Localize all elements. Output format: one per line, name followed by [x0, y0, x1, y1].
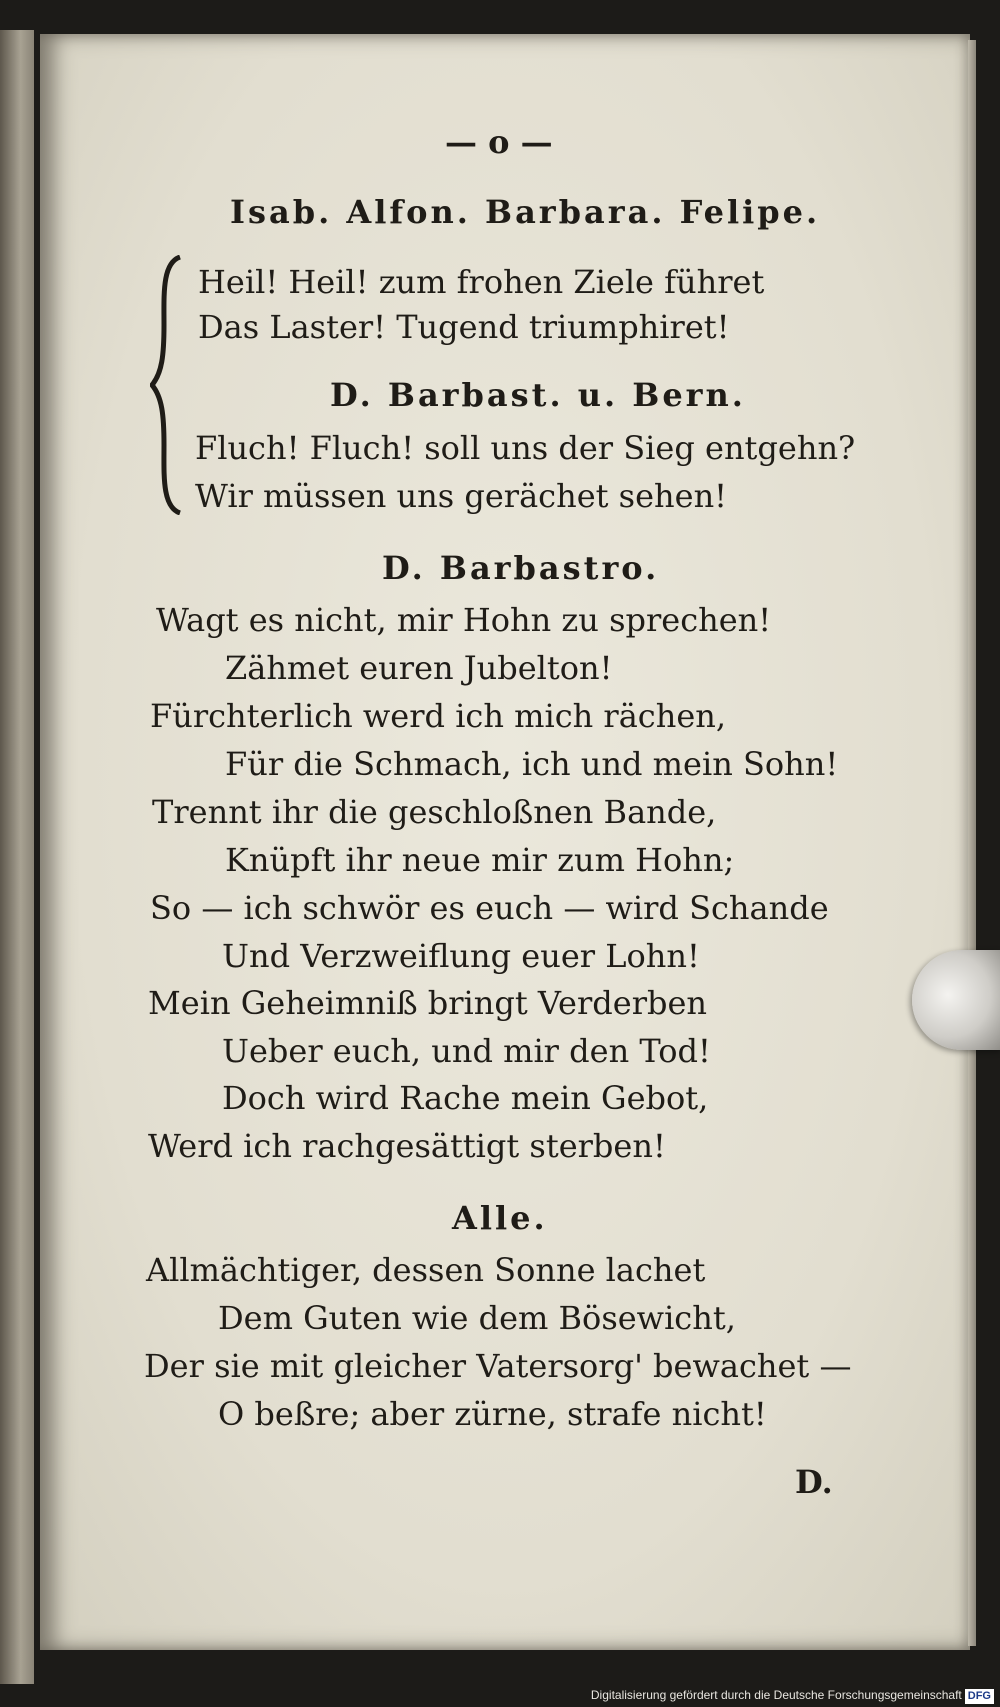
verse-line: Dem Guten wie dem Bösewicht, — [218, 1299, 736, 1337]
verse-line: Heil! Heil! zum frohen Ziele führet — [198, 263, 765, 301]
verse-line: Wagt es nicht, mir Hohn zu sprechen! — [156, 601, 772, 639]
verse-line: Allmächtiger, dessen Sonne lachet — [146, 1251, 706, 1289]
verse-line: Doch wird Rache mein Gebot, — [222, 1079, 709, 1117]
verse-line: So — ich schwör es euch — wird Schande — [150, 889, 829, 927]
verse-line: Mein Geheimniß bringt Verderben — [148, 984, 708, 1022]
verse-line: Der sie mit gleicher Vatersorg' bewachet — — [144, 1347, 852, 1385]
digitization-credit — [0, 1684, 1000, 1707]
brace-icon — [150, 255, 186, 515]
page-header: — o — — [445, 123, 553, 161]
verse-line: Für die Schmach, ich und mein Sohn! — [225, 745, 839, 783]
page-right-edge — [968, 40, 976, 1646]
verse-line: Knüpft ihr neue mir zum Hohn; — [225, 841, 735, 879]
verse-line: Werd ich rachgesättigt sterben! — [148, 1127, 666, 1165]
speaker-heading: Isab. Alfon. Barbara. Felipe. — [230, 193, 821, 231]
verse-line: Zähmet euren Jubelton! — [225, 649, 613, 687]
speaker-heading: D. Barbastro. — [382, 549, 660, 587]
previous-page-edge — [0, 30, 34, 1690]
speaker-heading: D. Barbast. u. Bern. — [330, 376, 746, 414]
speaker-heading: Alle. — [452, 1199, 548, 1237]
catchword: D. — [795, 1463, 833, 1501]
verse-line: Und Verzweiflung euer Lohn! — [222, 937, 700, 975]
verse-line: Wir müssen uns gerächet sehen! — [195, 477, 728, 515]
verse-line: Fluch! Fluch! soll uns der Sieg entgehn? — [195, 429, 856, 467]
verse-line: Trennt ihr die geschloßnen Bande, — [152, 793, 717, 831]
credit-text: Digitalisierung gefördert durch die Deutsche Forschungsgemeinschaft — [590, 1688, 962, 1702]
verse-line: Das Laster! Tugend triumphiret! — [198, 308, 730, 346]
dfg-logo: DFG — [965, 1689, 994, 1704]
verse-line: Ueber euch, und mir den Tod! — [222, 1032, 711, 1070]
verse-line: Fürchterlich werd ich mich rächen, — [150, 697, 727, 735]
verse-line: O beßre; aber zürne, strafe nicht! — [218, 1395, 767, 1433]
